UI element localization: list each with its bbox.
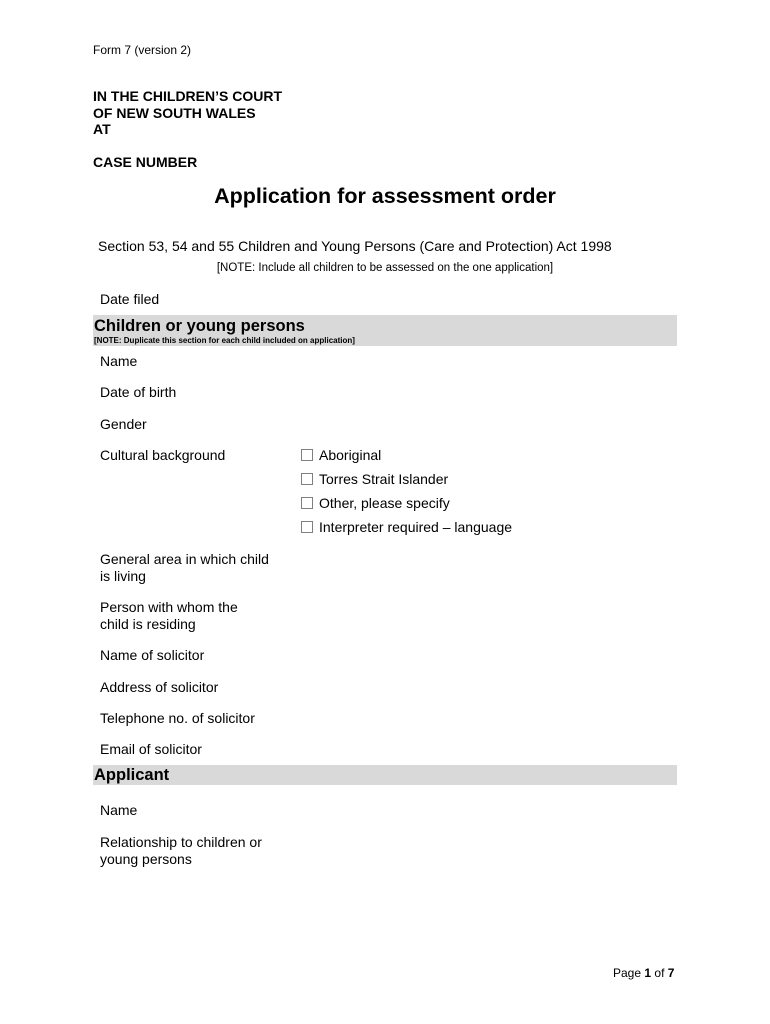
page-word: Page [613,966,642,980]
page-current: 1 [644,966,652,980]
residing-with-line-2: child is residing [100,616,196,632]
residing-with-line-1: Person with whom the [100,599,238,615]
section-reference: Section 53, 54 and 55 Children and Young Persons (Care and Protection) Act 1998 [98,238,612,254]
court-heading [93,88,282,138]
court-line-2: OF NEW SOUTH WALES [93,104,256,121]
page-title: Application for assessment order [214,184,556,208]
applicant-section-title: Applicant [94,766,170,784]
relationship-line-2: young persons [100,851,192,867]
court-line-1: IN THE CHILDREN’S COURT [93,88,282,104]
date-filed-label: Date filed [100,291,160,307]
case-number-label: CASE NUMBER [93,154,198,170]
general-area-line-2: is living [100,568,146,584]
option-label: Other, please specify [319,495,450,511]
cultural-background-label: Cultural background [100,447,226,463]
checkbox-torres-strait-islander[interactable] [301,473,313,485]
child-name-label: Name [100,353,138,369]
of-word: of [654,966,665,980]
residing-with-label [100,599,238,633]
solicitor-email-label: Email of solicitor [100,741,202,757]
checkbox-other[interactable] [301,497,313,509]
applicant-section-header [93,765,677,785]
option-label: Torres Strait Islander [319,471,449,487]
solicitor-phone-label: Telephone no. of solicitor [100,710,255,726]
relationship-line-1: Relationship to children or [100,834,262,850]
applicant-name-label: Name [100,802,138,818]
child-gender-label: Gender [100,416,147,432]
option-aboriginal[interactable] [301,447,381,463]
checkbox-aboriginal[interactable] [301,449,313,461]
option-torres-strait-islander[interactable] [301,471,448,487]
children-section-title: Children or young persons [94,317,305,335]
general-area-line-1: General area in which child [100,551,269,567]
children-section-note: [NOTE: Duplicate this section for each child included on application] [94,336,355,345]
relationship-label [100,834,262,868]
application-note: [NOTE: Include all children to be assessed on the one application] [216,262,554,274]
option-label: Aboriginal [319,447,382,463]
general-area-label [100,551,269,585]
solicitor-address-label: Address of solicitor [100,679,219,695]
checkbox-interpreter[interactable] [301,521,313,533]
solicitor-name-label: Name of solicitor [100,647,205,663]
page-number [613,966,674,980]
option-interpreter[interactable] [301,519,512,535]
form-version: Form 7 (version 2) [93,43,192,57]
option-other[interactable] [301,495,450,511]
page-total: 7 [667,966,675,980]
child-dob-label: Date of birth [100,384,177,400]
option-label: Interpreter required – language [319,519,513,535]
children-section-header [93,315,677,346]
court-line-3: AT [93,121,111,137]
